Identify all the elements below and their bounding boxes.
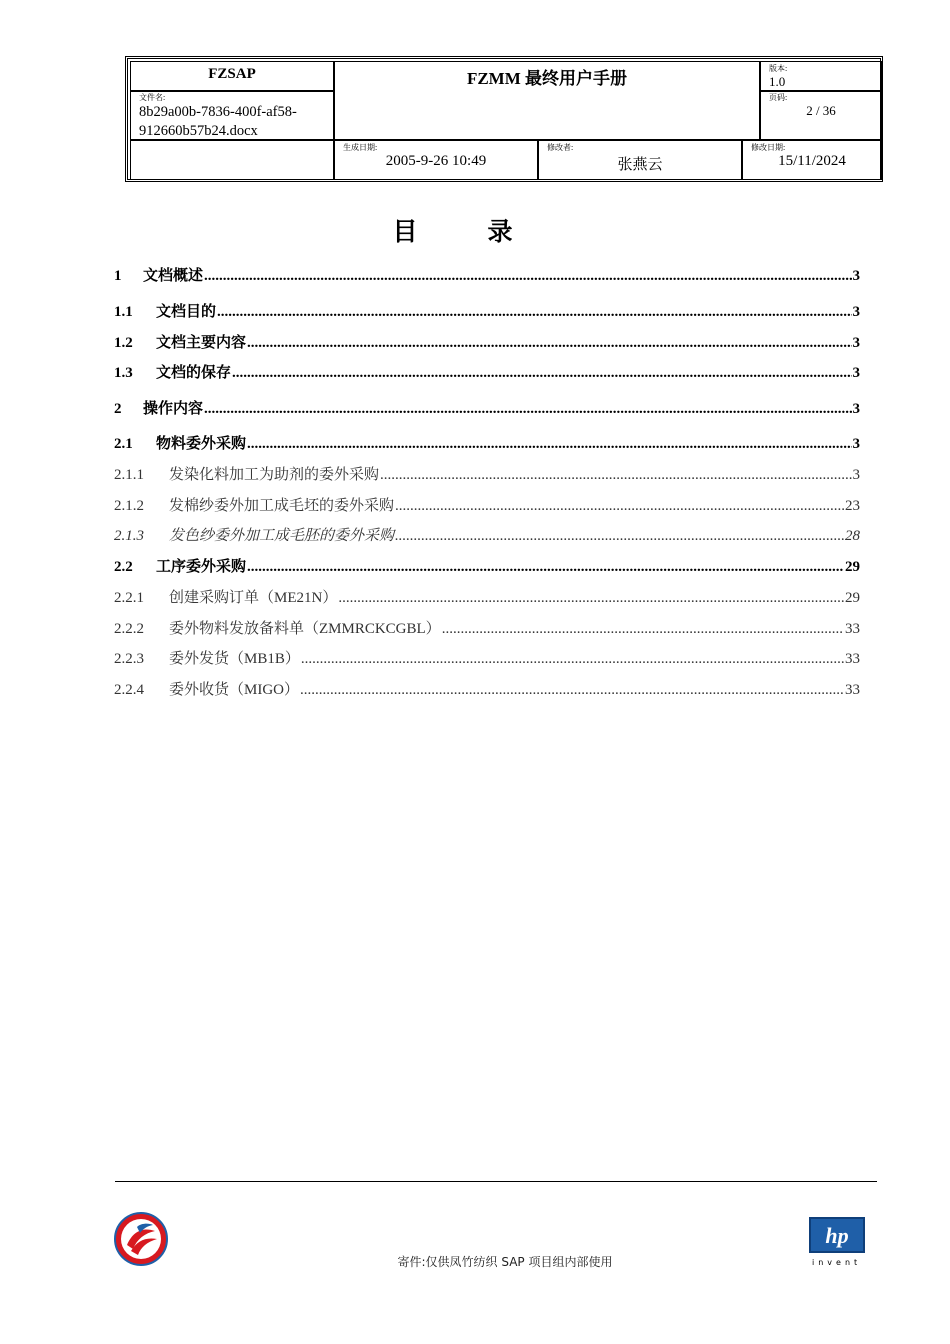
toc-leader-dots [395,528,844,545]
page-value: 2 / 36 [806,103,836,118]
toc-entry-number: 2.2.4 [114,682,144,698]
toc-entry-page: 33 [845,682,860,698]
hp-tagline: invent [812,1258,862,1267]
toc-entry-page: 3 [852,304,860,320]
modifier-cell [538,140,742,180]
blank-cell [130,140,334,180]
toc-entry-text: 委外发货（MB1B） [169,651,300,667]
toc-entry-page: 23 [845,498,860,514]
document-title: FZMM 最终用户手册 [466,69,628,88]
toc-entry-page: 28 [845,528,860,544]
toc-entry[interactable] [114,555,860,576]
toc-entry-text: 工序委外采购 [156,559,247,575]
toc-entry-number: 2.1 [114,436,133,452]
toc-leader-dots [204,401,851,418]
toc-entry-page: 3 [852,436,860,452]
toc-entry-text: 发色纱委外加工成毛胚的委外采购 [169,528,395,544]
toc-leader-dots [204,268,851,285]
toc-entry-page: 3 [852,268,860,284]
toc-entry-number: 2 [114,401,122,417]
toc-leader-dots [247,559,844,576]
version-value: 1.0 [769,74,786,89]
created-value: 2005-9-26 10:49 [385,153,487,169]
toc-entry-number: 2.1.3 [114,528,144,544]
toc-entry[interactable] [114,264,860,285]
toc-entry-text: 发棉纱委外加工成毛坯的委外采购 [169,498,395,514]
version-label: 版本: [769,64,788,73]
toc-leader-dots [338,590,844,607]
toc-leader-dots [380,467,851,484]
footer-divider [115,1181,877,1182]
toc-entry-text: 物料委外采购 [156,436,247,452]
toc-entry[interactable] [114,586,860,607]
toc-entry[interactable] [114,678,860,699]
org-cell [130,61,334,91]
created-label: 生成日期: [343,143,378,152]
toc-entry[interactable] [114,617,860,638]
modifier-value: 张燕云 [617,157,663,173]
toc-entry-number: 1 [114,268,122,284]
toc-entry-number: 2.2.1 [114,590,144,606]
toc-leader-dots [395,498,844,515]
hp-logo-text: hp [825,1223,849,1248]
toc-entry-page: 3 [852,365,860,381]
toc-entry-number: 1.1 [114,304,133,320]
toc-entry-number: 2.1.1 [114,467,144,483]
toc-leader-dots [300,682,844,699]
created-cell [334,140,538,180]
toc-leader-dots [301,651,844,668]
toc-entry-text: 发染化料加工为助剂的委外采购 [169,467,380,483]
toc-entry-page: 33 [845,621,860,637]
toc-entry-page: 29 [845,559,860,575]
toc-entry-text: 文档目的 [156,304,217,320]
toc-entry[interactable] [114,397,860,418]
toc-leader-dots [442,621,844,638]
toc-entry-number: 1.3 [114,365,133,381]
org-name: FZSAP [208,66,256,82]
page-label: 页码: [769,93,788,102]
toc-entry-text: 文档概述 [143,268,204,284]
toc-entry-number: 2.2.2 [114,621,144,637]
file-name-line-2: 912660b57b24.docx [139,123,258,139]
toc-leader-dots [217,304,851,321]
toc-entry-text: 创建采购订单（ME21N） [169,590,338,606]
document-header-table [125,56,883,182]
toc-entry[interactable] [114,300,860,321]
toc-leader-dots [247,436,851,453]
footer-note: 寄件:仅供凤竹纺织 SAP 项目组内部使用 [397,1255,613,1269]
modified-date-cell [742,140,882,180]
toc-entry-text: 文档主要内容 [156,335,247,351]
toc-entry-text: 文档的保存 [156,365,232,381]
toc-entry-text: 操作内容 [143,401,204,417]
file-name-line-1: 8b29a00b-7836-400f-af58- [139,104,297,120]
toc-entry-page: 3 [852,401,860,417]
toc-entry[interactable] [114,463,860,484]
toc-entry[interactable] [114,432,860,453]
title-cell [334,61,760,140]
modified-date-label: 修改日期: [751,143,786,152]
toc-entry-text: 委外物料发放备料单（ZMMRCKCGBL） [169,621,441,637]
toc-entry[interactable] [114,494,860,515]
toc-entry-number: 2.2 [114,559,133,575]
toc-leader-dots [247,335,851,352]
version-cell [760,61,882,91]
toc-entry-page: 3 [852,467,860,483]
toc-entry-text: 委外收货（MIGO） [169,682,299,698]
file-name-value [139,103,297,141]
file-name-cell [130,91,334,140]
file-name-label: 文件名: [139,93,166,102]
toc-entry[interactable] [114,647,860,668]
toc-entry-number: 1.2 [114,335,133,351]
page-cell [760,91,882,140]
toc-entry-page: 33 [845,651,860,667]
toc-entry[interactable] [114,524,860,545]
modified-date-value: 15/11/2024 [778,153,846,169]
toc-entry-number: 2.1.2 [114,498,144,514]
toc-leader-dots [232,365,851,382]
toc-entry[interactable] [114,331,860,352]
toc-entry-page: 29 [845,590,860,606]
modifier-label: 修改者: [547,143,574,152]
toc-title: 目录 [392,217,583,246]
toc-entry[interactable] [114,361,860,382]
toc-entry-page: 3 [852,335,860,351]
toc-entry-number: 2.2.3 [114,651,144,667]
